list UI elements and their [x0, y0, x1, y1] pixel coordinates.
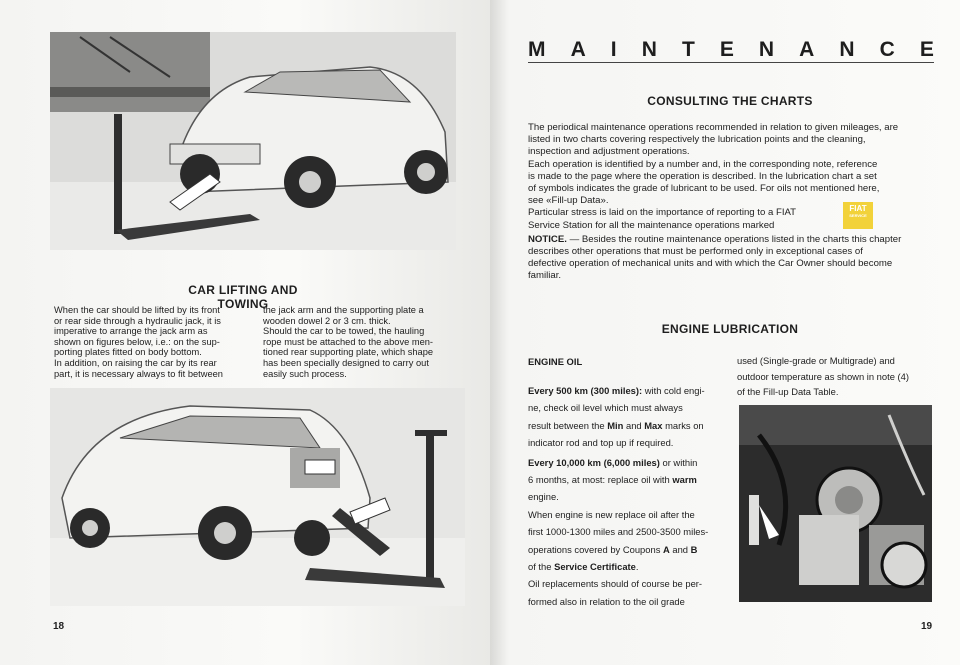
text-line: indicator rod and top up if required. — [528, 437, 674, 449]
text-line: Should the car to be towed, the hauling — [263, 326, 425, 337]
engine-oil-subheading: ENGINE OIL — [528, 356, 583, 367]
text-line: When the car should be lifted by its front — [54, 305, 220, 315]
car-front-jack-photo — [50, 32, 456, 250]
min-mark: Min — [607, 419, 624, 431]
coupon-b: B — [690, 543, 698, 555]
text-line: shown on figures below, i.e.: on the sup- — [54, 336, 220, 347]
title-letter: M — [528, 38, 546, 61]
page-number-left: 18 — [53, 621, 65, 632]
service-certificate: Service Certificate — [554, 561, 636, 573]
title-letter: N — [839, 38, 855, 61]
title-letter: I — [610, 38, 617, 61]
text-line: ne, check oil level which must always — [528, 402, 683, 414]
text-fragment: of the — [528, 561, 555, 573]
title-letter: N — [641, 38, 657, 61]
title-letter: A — [570, 38, 586, 61]
title-letter: N — [758, 38, 775, 61]
text-line: describes other operations that must be performed only in exceptional cases of — [528, 246, 863, 258]
text-line: of the Fill-up Data Table. — [737, 386, 839, 397]
text-line: Each operation is identified by a number and, in the corresponding note, reference — [528, 158, 878, 170]
text-line: part, it is necessary always to fit between — [54, 368, 223, 379]
text-line: In addition, on raising the car by its rear — [54, 357, 217, 368]
text-line: listed in two charts covering respectively the lubrication points and the cleaning, — [528, 134, 866, 146]
text-line — [528, 454, 728, 471]
text-line: familiar. — [528, 270, 562, 282]
text-line — [528, 382, 728, 399]
title-letter: E — [719, 38, 734, 61]
text-line: the jack arm and the supporting plate a — [263, 305, 424, 315]
title-rule — [528, 62, 934, 63]
page-number-right: 19 — [921, 621, 933, 632]
engine-photo — [739, 405, 932, 602]
text-line: used (Single-grade or Multigrade) and — [737, 355, 895, 366]
title-letter: T — [681, 38, 695, 61]
text-line: easily such process. — [263, 368, 347, 379]
text-line: The periodical maintenance operations recommended in relation to given mileages, are — [528, 122, 899, 133]
maintenance-title — [528, 38, 934, 62]
text-fragment: . — [635, 561, 639, 573]
text-line: see «Fill-up Data». — [528, 195, 609, 207]
lifting-column-1 — [54, 305, 251, 379]
lifting-column-2 — [263, 305, 460, 379]
text-line — [528, 558, 728, 575]
text-fragment: or within — [659, 456, 698, 468]
text-line: is made to the page where the operation is described. In the lubrication chart a set — [528, 170, 877, 182]
notice-label: NOTICE. — [528, 233, 567, 245]
engine-oil-right-column — [737, 353, 933, 400]
text-line: inspection and adjustment operations. — [528, 146, 690, 158]
notice-paragraph — [528, 234, 932, 246]
text-line: Service Station for all the maintenance operations marked — [528, 219, 775, 231]
consulting-heading: CONSULTING THE CHARTS — [647, 94, 813, 108]
text-line: defective operation of mechanical units and with which the Car Owner should become — [528, 258, 893, 270]
text-line: tioned rear supporting plate, which shape — [263, 347, 434, 358]
badge-brand: FIAT — [849, 204, 867, 213]
lifting-heading: CAR LIFTING AND TOWING — [188, 283, 298, 311]
text-fragment: operations covered by Coupons — [528, 543, 663, 555]
text-fragment: result between the — [528, 419, 608, 431]
text-line: has been specially designed to carry out — [263, 357, 429, 368]
fiat-service-badge — [843, 202, 873, 229]
notice-text: — Besides the routine maintenance operations listed in the charts this chapter — [566, 233, 902, 245]
text-line — [528, 417, 728, 434]
text-fragment: and — [669, 543, 691, 555]
text-line: formed also in relation to the oil grade — [528, 595, 685, 607]
text-line: or rear side through a hydraulic jack, it is — [54, 315, 221, 326]
badge-sub: SERVICE — [849, 213, 867, 218]
text-line: Oil replacements should of course be per- — [528, 578, 703, 590]
text-line: imperative to arrange the jack arm as — [54, 326, 208, 337]
text-line: rope must be attached to the above men- — [263, 336, 434, 347]
text-fragment: marks on — [662, 419, 704, 431]
text-line: engine. — [528, 491, 559, 503]
text-fragment: and — [623, 419, 645, 431]
coupon-a: A — [662, 543, 670, 555]
engine-lubrication-heading: ENGINE LUBRICATION — [661, 322, 799, 336]
text-line: When engine is new replace oil after the — [528, 508, 695, 520]
interval-500: Every 500 km (300 miles): — [528, 385, 643, 396]
max-mark: Max — [644, 419, 663, 431]
text-line — [528, 471, 728, 488]
text-line — [528, 541, 728, 558]
car-rear-jack-photo — [50, 388, 465, 606]
text-line: of symbols indicates the grade of lubricant to be used. For oils not mentioned here, — [528, 183, 880, 195]
engine-oil-text — [528, 382, 728, 610]
warm-word: warm — [672, 474, 697, 486]
text-line: wooden dowel 2 or 3 cm. thick. — [263, 315, 391, 326]
title-letter: C — [879, 38, 895, 61]
text-line: first 1000-1300 miles and 2500-3500 miles- — [528, 526, 709, 538]
text-line: outdoor temperature as shown in note (4) — [737, 370, 909, 382]
text-line: porting plates fitted on body bottom. — [54, 347, 202, 358]
text-line: Particular stress is laid on the importance of reporting to a FIAT — [528, 207, 797, 219]
title-letter: E — [919, 38, 934, 61]
text-fragment: with cold engi- — [642, 385, 705, 396]
title-letter: A — [799, 38, 815, 61]
text-fragment: 6 months, at most: replace oil with — [528, 474, 673, 486]
interval-10000: Every 10,000 km (6,000 miles) — [528, 456, 660, 468]
